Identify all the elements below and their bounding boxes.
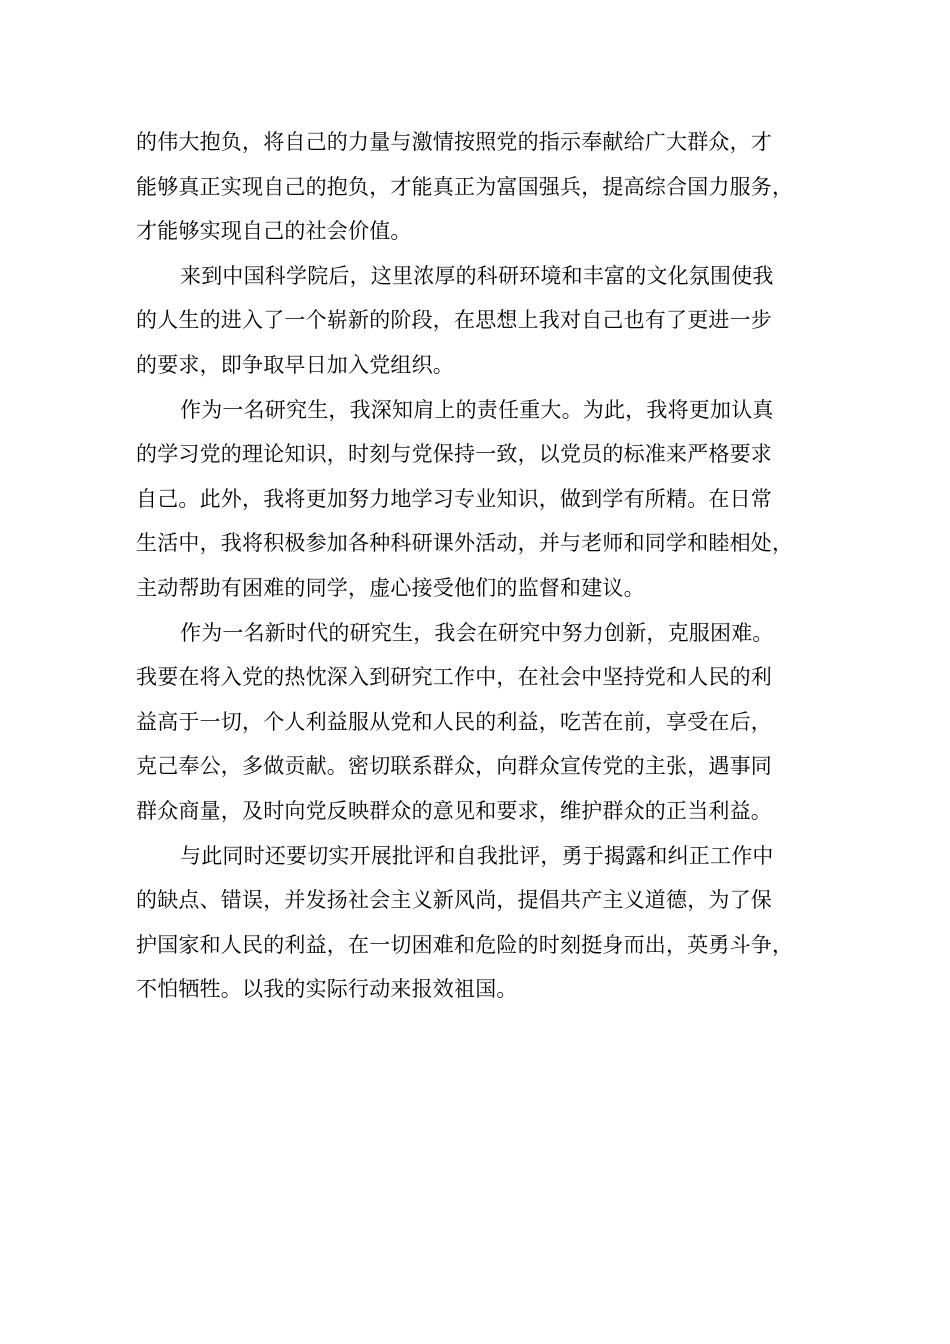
text-line: 生活中，我将积极参加各种科研课外活动，并与老师和同学和睦相处，: [136, 531, 794, 556]
text-line: 克己奉公，多做贡献。密切联系群众，向群众宣传党的主张，遇事同: [136, 754, 772, 779]
text-line: 护国家和人民的利益，在一切困难和危险的时刻挺身而出，英勇斗争，: [136, 932, 794, 957]
text-line: 的伟大抱负，将自己的力量与激情按照党的指示奉献给广大群众，才: [136, 130, 772, 154]
text-line: 的要求，即争取早日加入党组织。: [136, 352, 454, 377]
paragraph: [136, 390, 836, 613]
text-line: 群众商量，及时向党反映群众的意见和要求，维护群众的正当利益。: [136, 798, 772, 823]
text-line: 作为一名研究生，我深知肩上的责任重大。为此，我将更加认真: [180, 397, 774, 422]
text-line: 主动帮助有困难的同学，虚心接受他们的监督和建议。: [136, 575, 645, 600]
body-text: [136, 122, 836, 1014]
text-line: 来到中国科学院后，这里浓厚的科研环境和丰富的文化氛围使我: [180, 263, 774, 288]
text-line: 我要在将入党的热忱深入到研究工作中，在社会中坚持党和人民的利: [136, 665, 772, 690]
paragraph: [136, 122, 836, 256]
text-line: 自己。此外，我将更加努力地学习专业知识，做到学有所精。在日常: [136, 486, 772, 511]
text-line: 益高于一切，个人利益服从党和人民的利益，吃苦在前，享受在后，: [136, 709, 772, 734]
paragraph: [136, 256, 836, 390]
text-line: 能够真正实现自己的抱负，才能真正为富国强兵，提高综合国力服务，: [136, 174, 794, 199]
text-line: 的人生的进入了一个崭新的阶段，在思想上我对自己也有了更进一步: [136, 308, 772, 333]
text-line: 与此同时还要切实开展批评和自我批评，勇于揭露和纠正工作中: [180, 843, 774, 868]
paragraph: [136, 613, 836, 836]
text-line: 作为一名新时代的研究生，我会在研究中努力创新，克服困难。: [180, 620, 774, 645]
paragraph: [136, 836, 836, 1014]
text-line: 的学习党的理论知识，时刻与党保持一致，以党员的标准来严格要求: [136, 442, 772, 467]
text-line: 的缺点、错误，并发扬社会主义新风尚，提倡共产主义道德，为了保: [136, 888, 772, 913]
text-line: 才能够实现自己的社会价值。: [136, 219, 412, 244]
text-line: 不怕牺牲。以我的实际行动来报效祖国。: [136, 977, 518, 1002]
